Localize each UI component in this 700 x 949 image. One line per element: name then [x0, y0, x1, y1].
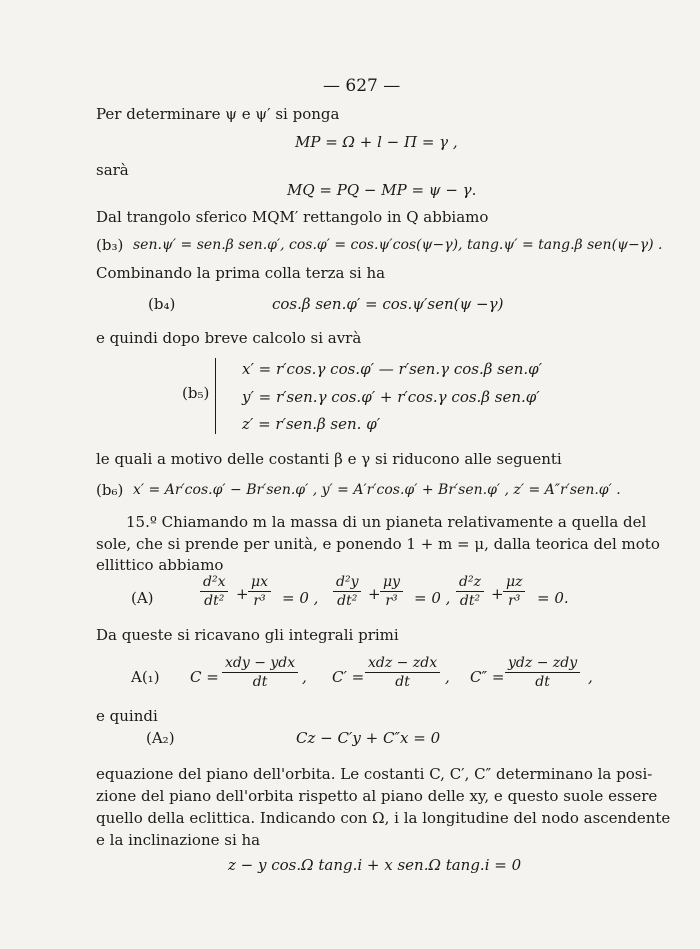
- equation-mq: MQ = PQ − MP = ψ − γ.: [287, 181, 477, 199]
- equation-b4: cos.β sen.φ′ = cos.ψ′sen(ψ −γ): [272, 295, 504, 313]
- fraction: $\frac{\mu x}{\text{r³}}$: [248, 574, 271, 609]
- equation-label: (A): [131, 589, 154, 607]
- fraction: xdy − ydx dt: [222, 655, 298, 690]
- equation-tail: = 0 ,: [282, 589, 319, 607]
- text-line: e quindi dopo breve calcolo si avrà: [96, 329, 362, 347]
- fraction: ydz − zdy dt: [505, 655, 580, 690]
- equation-tail: ,: [302, 668, 307, 686]
- equation-label: (b₆): [96, 481, 124, 499]
- plus-sign: +: [236, 585, 249, 603]
- equation-label: (b₃): [96, 236, 124, 254]
- brace-bar: [215, 358, 216, 434]
- text-line: ellittico abbiamo: [96, 556, 224, 574]
- text-line: equazione del piano dell'orbita. Le costanti C, C′, C″ determinano la posi-: [96, 765, 653, 783]
- equation-a2: Cz − C′y + C″x = 0: [296, 729, 441, 747]
- equation-label: A(₁): [131, 668, 160, 686]
- c-label: C =: [190, 668, 219, 686]
- text-line: sole, che si prende per unità, e ponendo 1 + m = μ, dalla teorica del moto: [96, 535, 660, 553]
- fraction: $\frac{\text{d²z}}{\text{dt²}}$: [456, 574, 484, 609]
- text-line: zione del piano dell'orbita rispetto al piano delle xy, e questo suole essere: [96, 787, 658, 805]
- text-line: Per determinare ψ e ψ′ si ponga: [96, 105, 340, 123]
- plus-sign: +: [491, 585, 504, 603]
- equation-tail: ,: [588, 668, 593, 686]
- text-line: Da queste si ricavano gli integrali primi: [96, 626, 399, 644]
- page-number: — 627 —: [323, 76, 401, 96]
- equation-b5-z: z′ = r′sen.β sen. φ′: [242, 415, 381, 433]
- fraction: $\frac{\text{d²x}}{\text{dt²}}$: [200, 574, 228, 609]
- equation-tail: = 0.: [537, 589, 569, 607]
- c-label: C″ =: [470, 668, 505, 686]
- equation-label: (b₅): [182, 384, 210, 402]
- fraction: $\frac{\mu y}{\text{r³}}$: [380, 574, 403, 609]
- text-line: Combinando la prima colla terza si ha: [96, 264, 386, 282]
- equation-tail: = 0 ,: [414, 589, 451, 607]
- text-line: e la inclinazione si ha: [96, 831, 261, 849]
- equation-b6: x′ = Ar′cos.φ′ − Br′sen.φ′ , y′ = A′r′cos.φ′ + Br′sen.φ′ , z′ = A″r′sen.φ′ .: [133, 482, 621, 498]
- text-line: Dal trangolo sferico MQM′ rettangolo in Q abbiamo: [96, 208, 489, 226]
- equation-tail: ,: [445, 668, 450, 686]
- text-line: le quali a motivo delle costanti β e γ si riducono alle seguenti: [96, 450, 562, 468]
- equation-label: (b₄): [148, 295, 176, 313]
- equation-label: (A₂): [146, 729, 175, 747]
- text-line: sarà: [96, 161, 129, 179]
- equation-b5-x: x′ = r′cos.γ cos.φ′ — r′sen.γ cos.β sen.φ′: [242, 360, 543, 378]
- fraction: xdz − zdx dt: [365, 655, 440, 690]
- equation-b3: sen.ψ′ = sen.β sen.φ′, cos.φ′ = cos.ψ′cos(ψ−γ), tang.ψ′ = tang.β sen(ψ−γ) .: [133, 237, 663, 253]
- fraction: $\frac{\text{d²y}}{\text{dt²}}$: [333, 574, 361, 609]
- equation-final: z − y cos.Ω tang.i + x sen.Ω tang.i = 0: [228, 856, 522, 874]
- equation-b5-y: y′ = r′sen.γ cos.φ′ + r′cos.γ cos.β sen.φ′: [242, 388, 540, 406]
- equation-mp: MP = Ω + l − Π = γ ,: [295, 133, 458, 151]
- c-label: C′ =: [332, 668, 365, 686]
- text-line: quello della eclittica. Indicando con Ω, i la longitudine del nodo ascendente: [96, 809, 671, 827]
- fraction: $\frac{\mu z}{\text{r³}}$: [503, 574, 525, 609]
- text-line: 15.º Chiamando m la massa di un pianeta relativamente a quella del: [126, 513, 647, 531]
- text-line: e quindi: [96, 707, 158, 725]
- plus-sign: +: [368, 585, 381, 603]
